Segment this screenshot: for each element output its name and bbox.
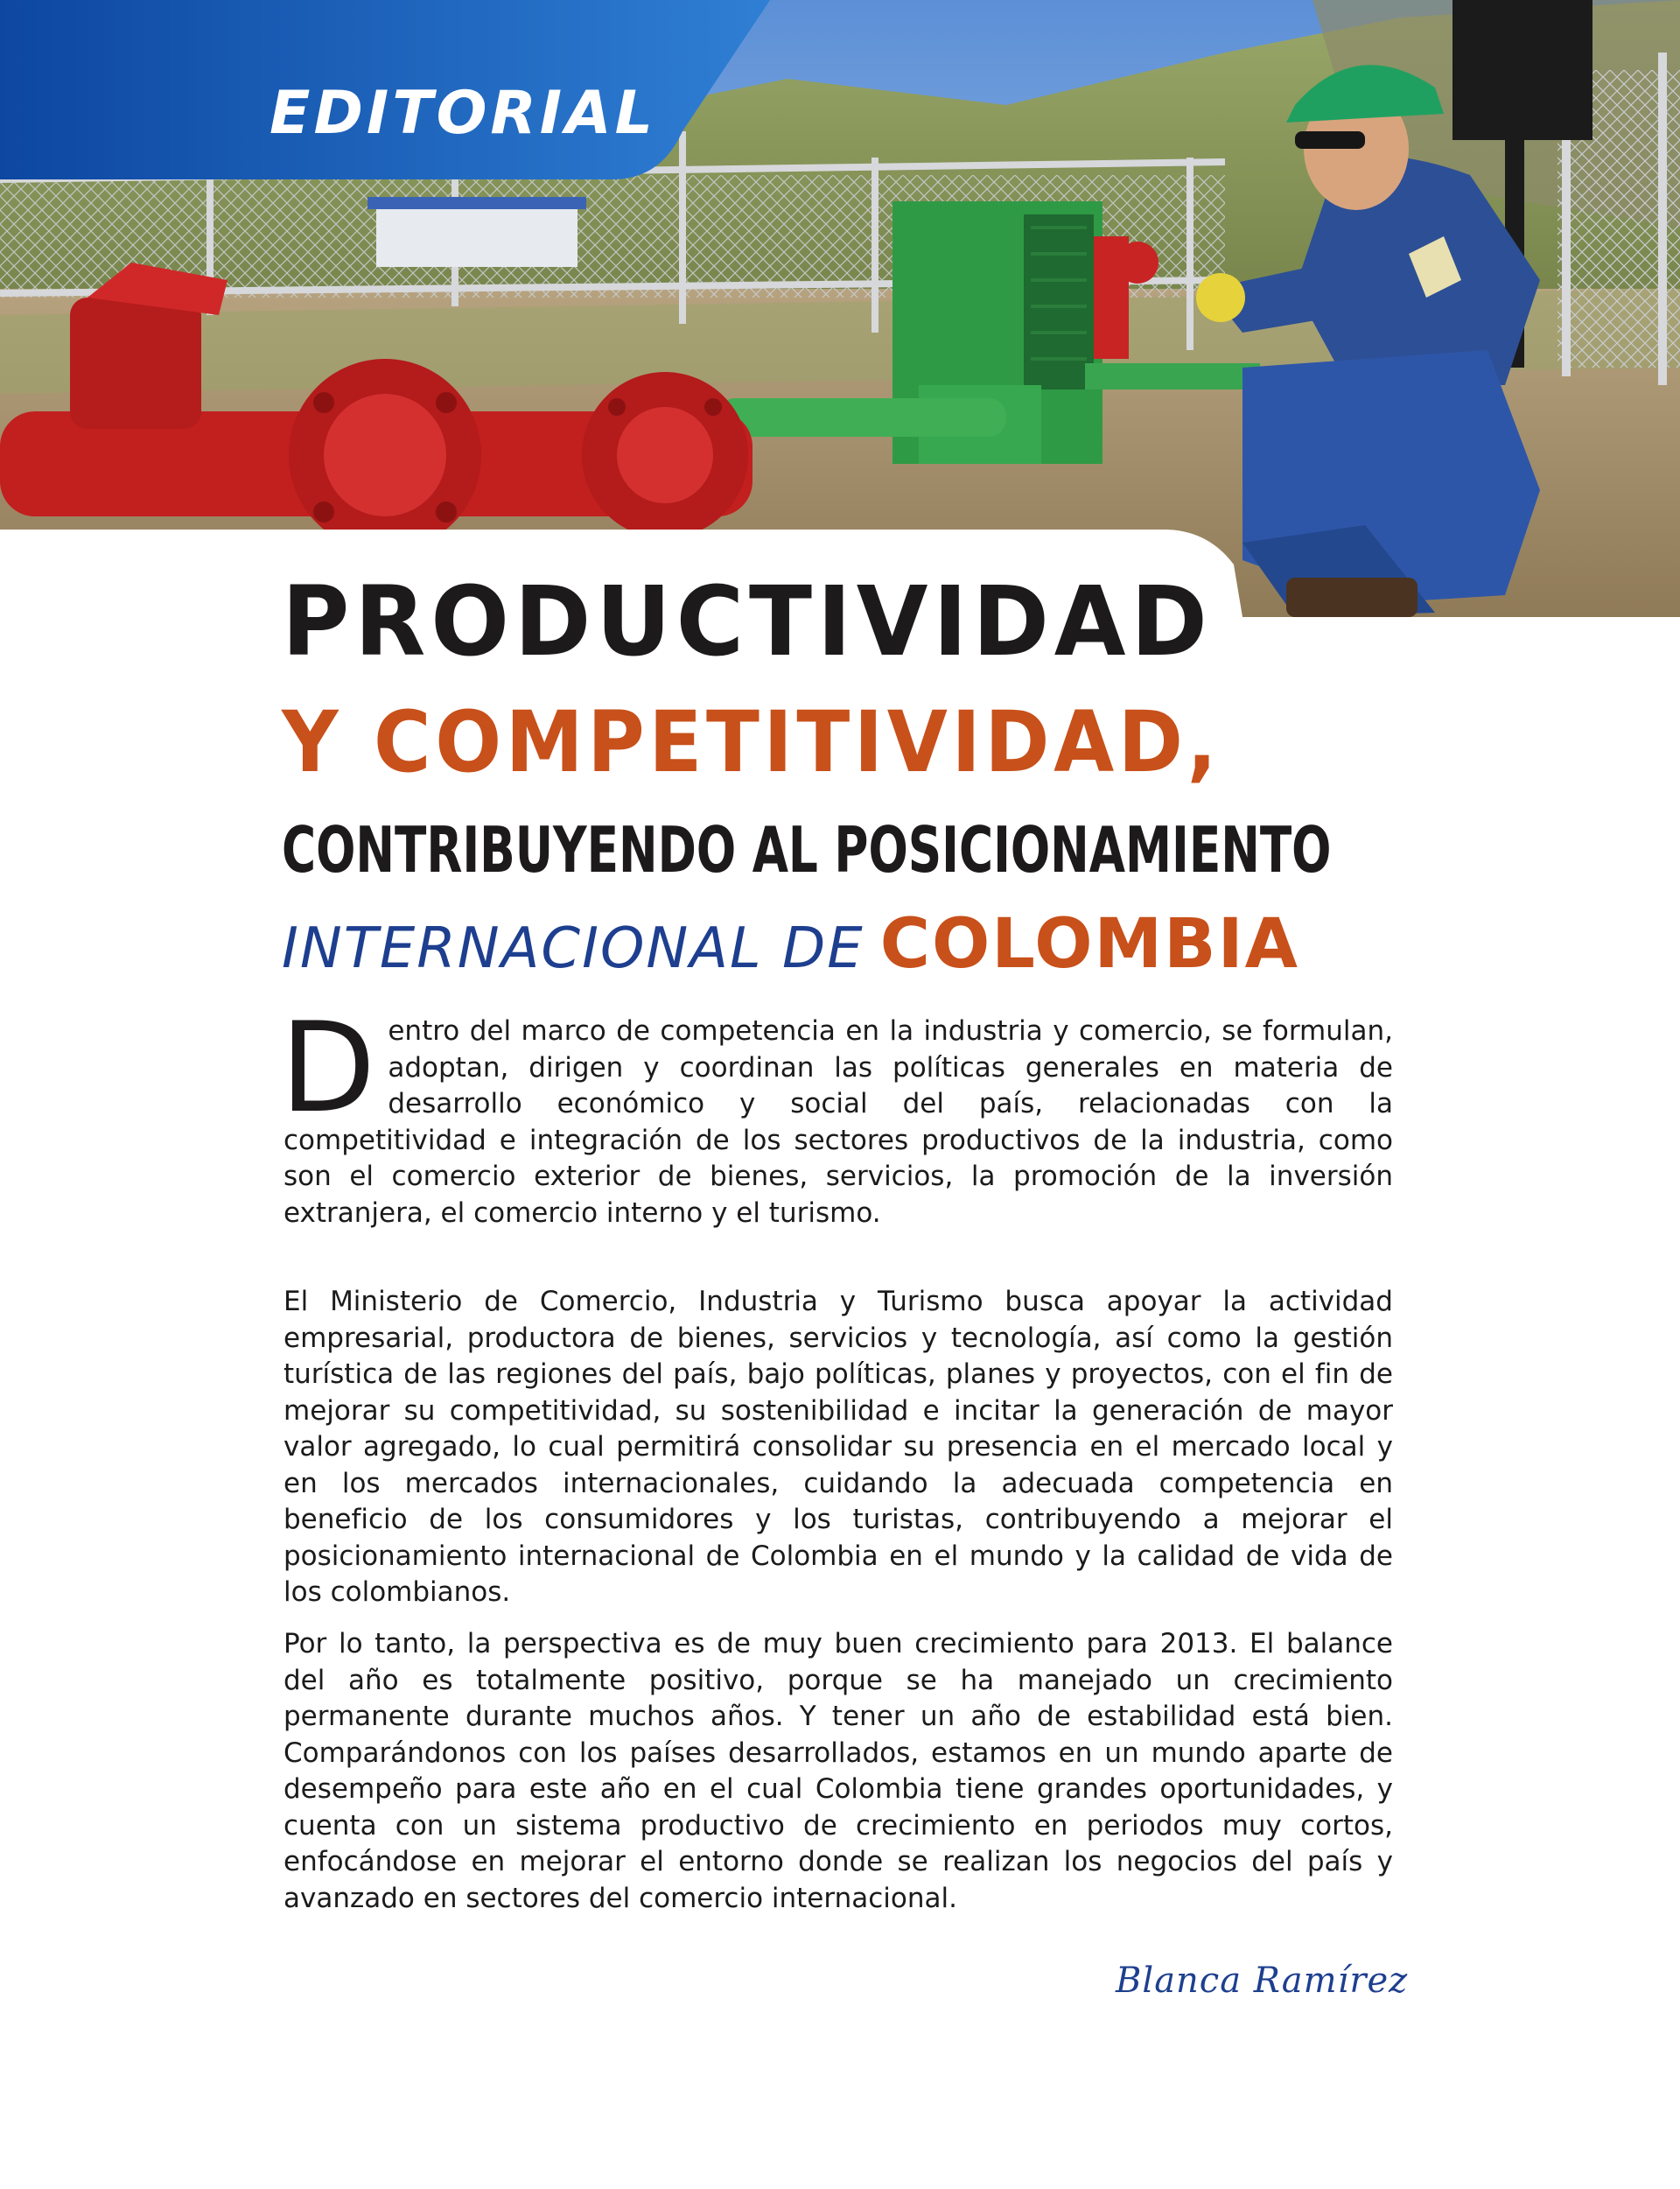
headline-line-4-internacional: INTERNACIONAL DE bbox=[282, 916, 864, 981]
headline-line-4-colombia: COLOMBIA bbox=[879, 905, 1299, 984]
headline-line-1: PRODUCTIVIDAD bbox=[282, 565, 1213, 677]
paragraph-1-text: entro del marco de competencia en la industria y comercio, se formulan, adoptan, dirigen y coordinan las políticas generales en materia de desarrollo económico y social del país, relacionadas con la competitividad e integración de los sectores productivos de la industria, como son el comercio exterior de bienes, servicios, la promoción de la inversión extranjera, el comercio interno y el turismo. bbox=[284, 1015, 1393, 1229]
article-paragraph-1 bbox=[280, 996, 1393, 1231]
drop-cap: D bbox=[280, 996, 376, 1140]
article-paragraph-2: El Ministerio de Comercio, Industria y Turismo busca apoyar la actividad empresarial, productora de bienes, servicios y tecnología, así como la gestión turística de las regiones del país, bajo políticas, planes y proyectos, con el fin de mejorar su competitividad, su sostenibilidad e incitar la generación de mayor valor agregado, lo cual permitirá consolidar su presencia en el mercado local y en los mercados internacionales, cuidando la adecuada competencia en beneficio de los consumidores y los turistas, contribuyendo a mejorar el posicionamiento internacional de Colombia en el mundo y la calidad de vida de los colombianos. bbox=[284, 1286, 1393, 1608]
headline-line-3: CONTRIBUYENDO AL POSICIONAMIENTO bbox=[282, 813, 1332, 887]
author-signature: Blanca Ramírez bbox=[1116, 1961, 1409, 2001]
section-label: EDITORIAL bbox=[270, 79, 657, 148]
headline-line-2: Y COMPETITIVIDAD, bbox=[282, 693, 1222, 791]
article-paragraph-3: Por lo tanto, la perspectiva es de muy buen crecimiento para 2013. El balance del año es totalmente positivo, porque se ha manejado un crecimiento permanente durante muchos años. Y tener un año de estabilidad está bien. Comparándonos con los países desarrollados, estamos en un mundo aparte de desempeño para este año en el cual Colombia tiene grandes oportunidades, y cuenta con un sistema productivo de crecimiento en periodos muy cortos, enfocándose en mejorar el entorno donde se realizan los negocios del país y avanzado en sectores del comercio internacional. bbox=[284, 1628, 1393, 1914]
headline-line-4 bbox=[282, 905, 1299, 984]
